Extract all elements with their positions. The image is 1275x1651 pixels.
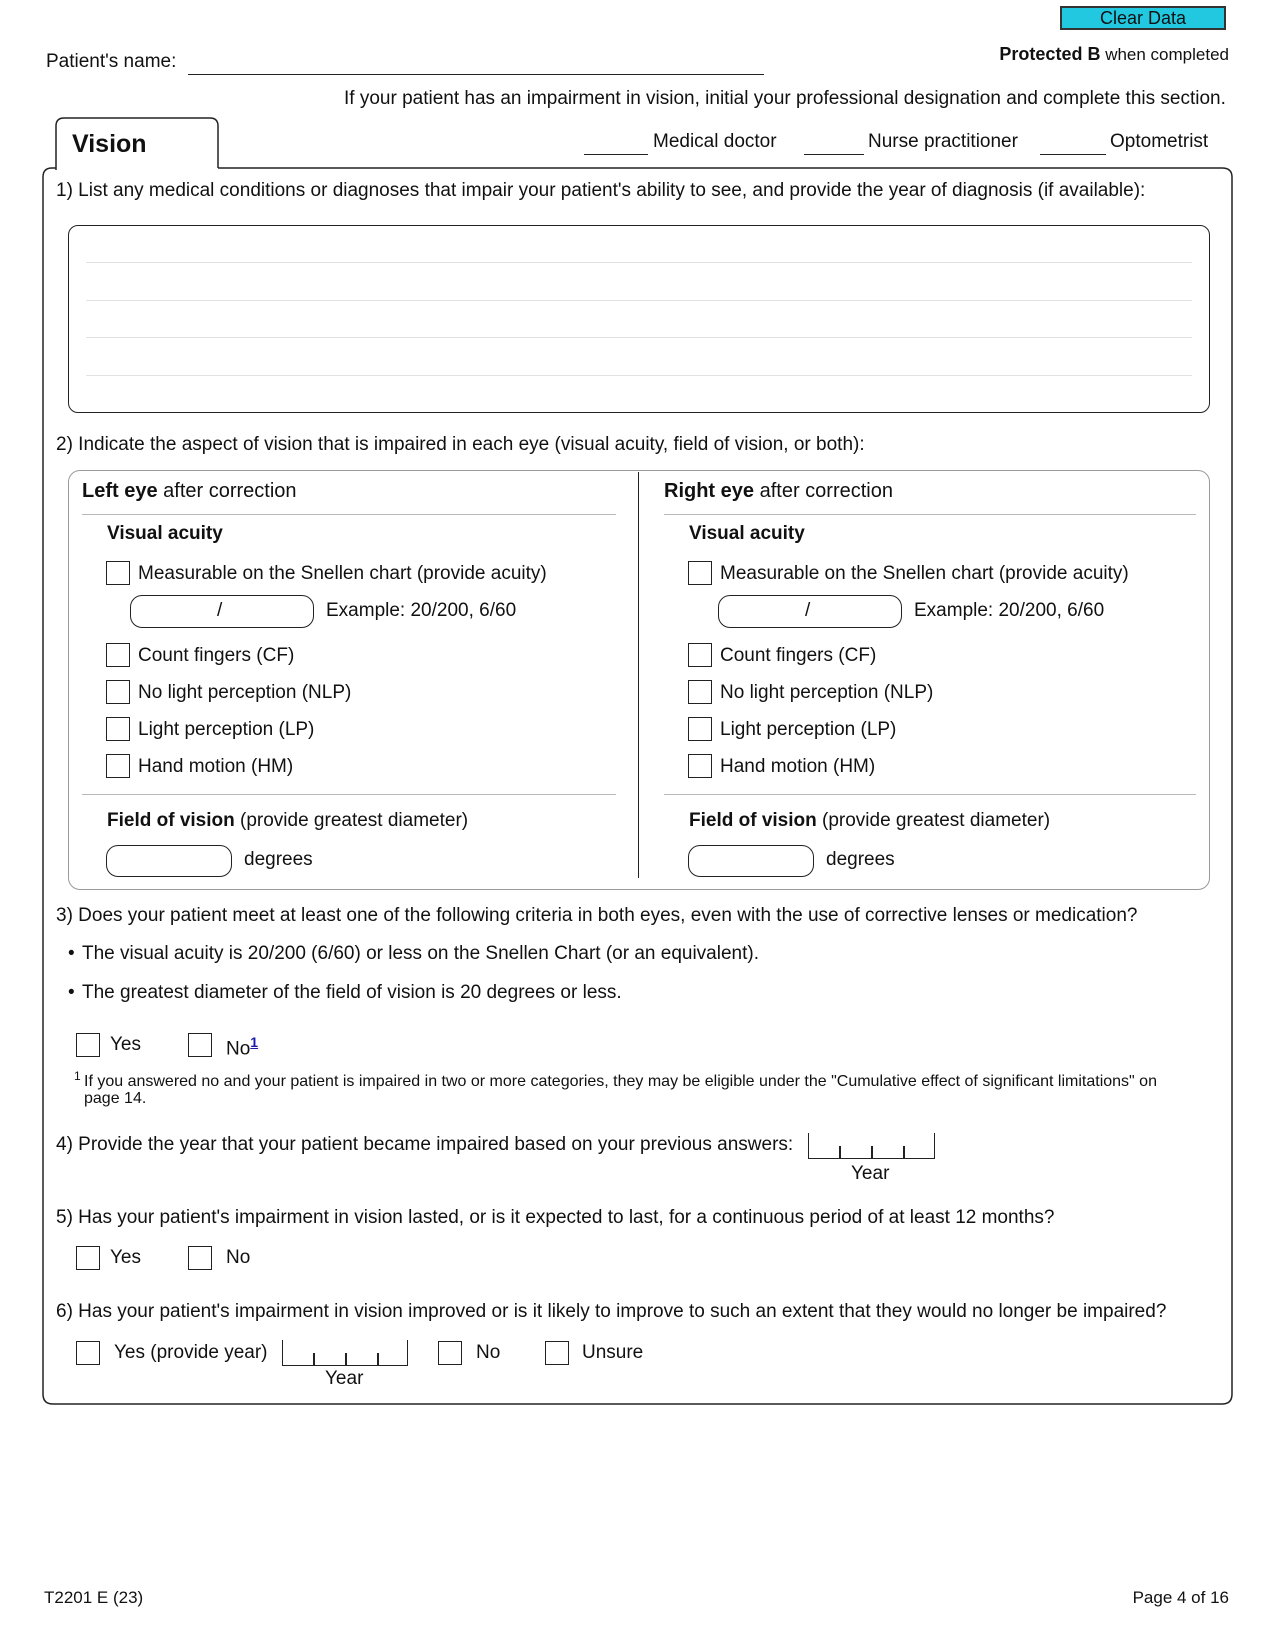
nurse-practitioner-initials-input[interactable] xyxy=(804,154,864,155)
q5-yes-checkbox[interactable] xyxy=(76,1246,100,1270)
right-light-perception-checkbox[interactable] xyxy=(688,717,712,741)
right-hand-motion-checkbox[interactable] xyxy=(688,754,712,778)
patient-name-label: Patient's name: xyxy=(46,51,177,72)
q6-year-label: Year xyxy=(325,1368,364,1389)
right-acuity-example: Example: 20/200, 6/60 xyxy=(914,600,1105,621)
right-field-heading xyxy=(689,810,1050,832)
left-count-fingers-checkbox[interactable] xyxy=(106,643,130,667)
designation-medical-doctor: Medical doctor xyxy=(653,131,777,152)
textarea-rule xyxy=(86,375,1192,376)
q5-no-label: No xyxy=(226,1247,251,1268)
q3-no-checkbox[interactable] xyxy=(188,1033,212,1057)
question-4-text: 4) Provide the year that your patient became impaired based on your previous answers: xyxy=(56,1134,794,1155)
right-eye-suffix: after correction xyxy=(754,480,893,502)
medical-conditions-textarea[interactable] xyxy=(68,225,1210,413)
section-title: Vision xyxy=(72,130,147,158)
criteria-visual-acuity: The visual acuity is 20/200 (6/60) or less on the Snellen Chart (or an equivalent). xyxy=(82,943,759,964)
right-field-suffix: (provide greatest diameter) xyxy=(816,810,1051,831)
right-snellen-checkbox[interactable] xyxy=(688,561,712,585)
right-field-rule xyxy=(664,794,1196,795)
footnote-text-line-2: page 14. xyxy=(84,1090,147,1107)
q4-year-input[interactable] xyxy=(808,1133,935,1159)
right-acuity-separator: / xyxy=(805,600,811,621)
q6-no-checkbox[interactable] xyxy=(438,1341,462,1365)
q6-no-label: No xyxy=(476,1342,501,1363)
designation-nurse-practitioner: Nurse practitioner xyxy=(868,131,1018,152)
right-light-perception-label: Light perception (LP) xyxy=(720,719,897,740)
left-hand-motion-checkbox[interactable] xyxy=(106,754,130,778)
left-no-light-perception-checkbox[interactable] xyxy=(106,680,130,704)
right-visual-acuity-heading: Visual acuity xyxy=(689,523,805,544)
criteria-field-of-vision: The greatest diameter of the field of vision is 20 degrees or less. xyxy=(82,982,622,1003)
left-field-rule xyxy=(82,794,616,795)
right-field-degrees-input[interactable] xyxy=(688,845,814,877)
q6-yes-checkbox[interactable] xyxy=(76,1341,100,1365)
left-eye-heading xyxy=(82,480,297,503)
medical-doctor-initials-input[interactable] xyxy=(584,154,648,155)
year-digit-divider xyxy=(839,1146,841,1158)
left-snellen-label: Measurable on the Snellen chart (provide acuity) xyxy=(138,563,547,584)
year-digit-divider xyxy=(345,1353,347,1365)
question-6-text: 6) Has your patient's impairment in vision improved or is it likely to improve to such an extent that they would no longer be impaired? xyxy=(56,1301,1167,1322)
right-eye-label: Right eye xyxy=(664,480,755,502)
q3-no-label xyxy=(226,1034,258,1060)
right-field-label: Field of vision xyxy=(689,810,817,831)
left-acuity-separator: / xyxy=(217,600,223,621)
protected-b-suffix: when completed xyxy=(1105,45,1229,64)
left-light-perception-checkbox[interactable] xyxy=(106,717,130,741)
textarea-rule xyxy=(86,300,1192,301)
q6-unsure-checkbox[interactable] xyxy=(545,1341,569,1365)
left-field-suffix: (provide greatest diameter) xyxy=(234,810,469,831)
left-field-label: Field of vision xyxy=(107,810,235,831)
right-no-light-perception-checkbox[interactable] xyxy=(688,680,712,704)
year-digit-divider xyxy=(871,1146,873,1158)
year-digit-divider xyxy=(903,1146,905,1158)
left-field-heading xyxy=(107,810,468,832)
left-hand-motion-label: Hand motion (HM) xyxy=(138,756,294,777)
q5-no-checkbox[interactable] xyxy=(188,1246,212,1270)
criteria-bullet: • xyxy=(68,982,75,1003)
footnote-text-line-1: If you answered no and your patient is impaired in two or more categories, they may be eligible under the "Cumulative effect of significant limitations" on xyxy=(84,1073,1157,1090)
left-no-light-perception-label: No light perception (NLP) xyxy=(138,682,352,703)
textarea-rule xyxy=(86,262,1192,263)
year-digit-divider xyxy=(313,1353,315,1365)
question-5-text: 5) Has your patient's impairment in vision lasted, or is it expected to last, for a continuous period of at least 12 months? xyxy=(56,1207,1055,1228)
designation-instruction: If your patient has an impairment in vision, initial your professional designation and complete this section. xyxy=(344,88,1226,109)
q3-no-text: No xyxy=(226,1038,251,1060)
right-degrees-label: degrees xyxy=(826,849,895,870)
q5-yes-label: Yes xyxy=(110,1247,141,1268)
eye-table-divider xyxy=(638,472,639,878)
question-1-text: 1) List any medical conditions or diagnoses that impair your patient's ability to see, and provide the year of diagnosis (if available): xyxy=(56,180,1146,201)
left-visual-acuity-heading: Visual acuity xyxy=(107,523,223,544)
q6-year-input[interactable] xyxy=(282,1340,408,1366)
left-light-perception-label: Light perception (LP) xyxy=(138,719,315,740)
q3-yes-checkbox[interactable] xyxy=(76,1033,100,1057)
question-2-text: 2) Indicate the aspect of vision that is impaired in each eye (visual acuity, field of vision, or both): xyxy=(56,434,865,455)
left-heading-rule xyxy=(82,514,616,515)
designation-optometrist: Optometrist xyxy=(1110,131,1209,152)
form-identifier: T2201 E (23) xyxy=(44,1588,144,1607)
right-no-light-perception-label: No light perception (NLP) xyxy=(720,682,934,703)
left-eye-suffix: after correction xyxy=(157,480,297,502)
right-hand-motion-label: Hand motion (HM) xyxy=(720,756,876,777)
textarea-rule xyxy=(86,337,1192,338)
right-count-fingers-checkbox[interactable] xyxy=(688,643,712,667)
right-eye-heading xyxy=(664,480,893,503)
question-3-text: 3) Does your patient meet at least one of the following criteria in both eyes, even with the use of corrective lenses or medication? xyxy=(56,905,1138,926)
protected-b-label: Protected B xyxy=(999,44,1101,64)
footnote-link[interactable]: 1 xyxy=(250,1034,259,1050)
right-count-fingers-label: Count fingers (CF) xyxy=(720,645,877,666)
year-digit-divider xyxy=(377,1353,379,1365)
left-acuity-example: Example: 20/200, 6/60 xyxy=(326,600,517,621)
q3-yes-label: Yes xyxy=(110,1034,141,1055)
right-snellen-label: Measurable on the Snellen chart (provide acuity) xyxy=(720,563,1129,584)
left-field-degrees-input[interactable] xyxy=(106,845,232,877)
left-eye-label: Left eye xyxy=(82,480,158,502)
left-snellen-checkbox[interactable] xyxy=(106,561,130,585)
criteria-bullet: • xyxy=(68,943,75,964)
q4-year-label: Year xyxy=(851,1163,890,1184)
optometrist-initials-input[interactable] xyxy=(1040,154,1106,155)
q6-yes-label: Yes (provide year) xyxy=(114,1342,268,1363)
clear-data-button[interactable]: Clear Data xyxy=(1060,6,1226,30)
footnote-marker: 1 xyxy=(74,1069,81,1083)
left-count-fingers-label: Count fingers (CF) xyxy=(138,645,295,666)
page-number: Page 4 of 16 xyxy=(1132,1588,1229,1607)
left-degrees-label: degrees xyxy=(244,849,313,870)
right-heading-rule xyxy=(664,514,1196,515)
q6-unsure-label: Unsure xyxy=(582,1342,644,1363)
